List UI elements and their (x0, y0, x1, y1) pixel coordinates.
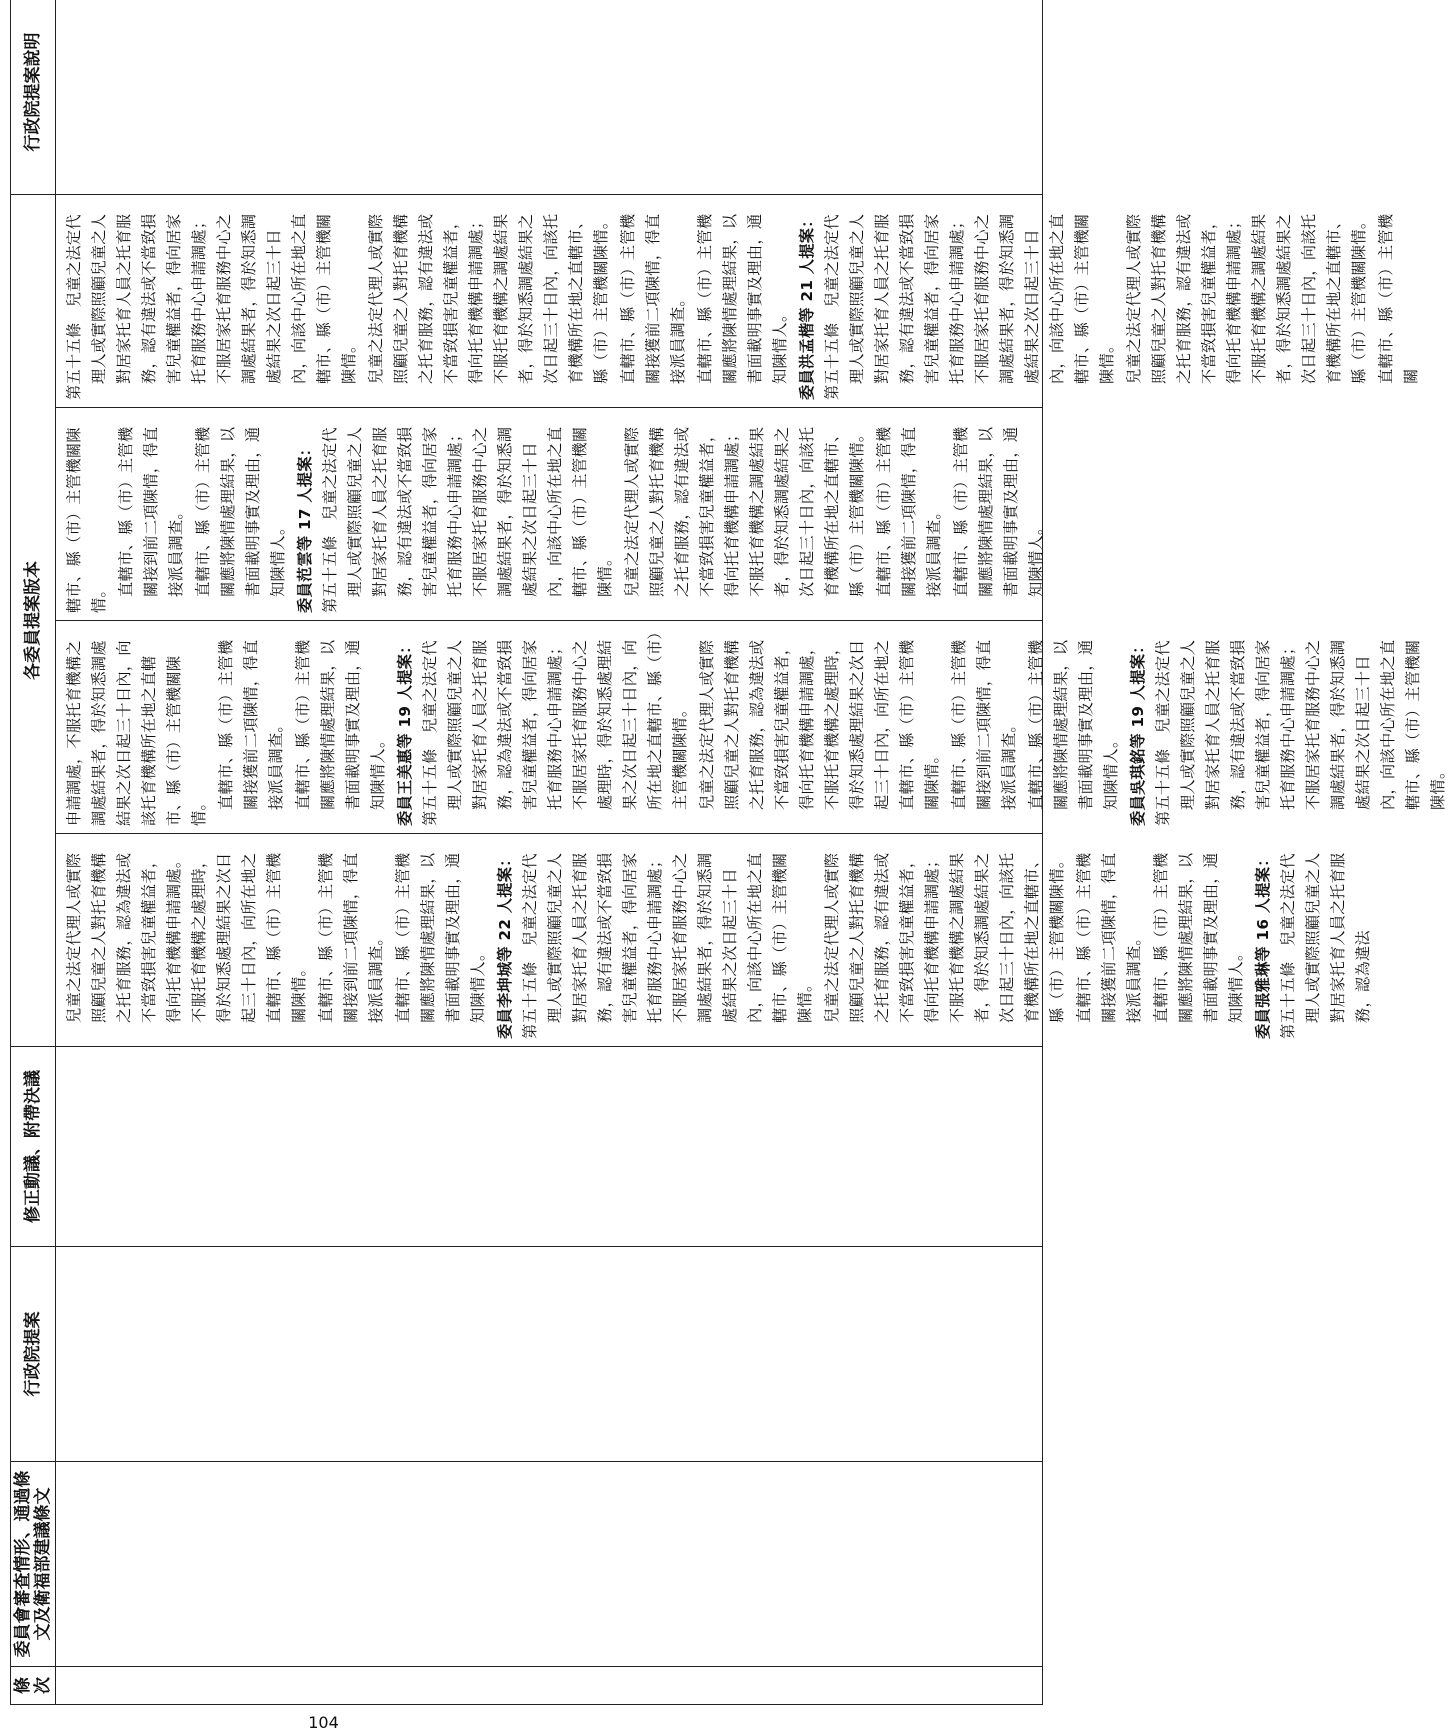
versions-subcolumn (56, 408, 1045, 621)
proposal-paragraph: 第五十五條 兒童之法定代理人或實際照顧兒童之人對居家托育人員之托育服務，認有違法或不當致損害兒童權益者，得向居家托育服務中心申請調處；不服居家托育服務中心之調處結果者，得於知悉調處結果之次日起三十日內，向該中心所在地之直轄市、縣（市）主管機關陳情。 (1154, 639, 1447, 826)
proposal-paragraph: 直轄市、縣（市）主管機關應將陳情處理結果，以書面載明事實及理由，通知陳情人。 (1152, 852, 1245, 1023)
proposal-paragraph: 申請調處，不服托育機構之調處結果者，得於知悉調處結果之次日起三十日內，向該托育機構所在地之直轄市、縣（市）主管機關陳情。 (65, 640, 208, 826)
header-article: 條次 (11, 1667, 56, 1705)
proposal-paragraph: 直轄市、縣（市）主管機關接到前二項陳情，得直接派員調查。 (950, 639, 1018, 810)
cell-amendment (56, 1047, 1043, 1247)
header-versions: 各委員提案版本 (11, 195, 56, 1047)
proposal-paragraph: 直轄市、縣（市）主管機關接獲前二項陳情，得直接派員調查。 (619, 213, 687, 384)
table-body-row (56, 0, 1043, 1705)
proposal-paragraph: 第五十五條 兒童之法定代理人或實際照顧兒童之人對居家托育人員之托育服務，認有違法或不當致損害兒童權益者，得向居家托育服務中心申請調處；不服居家托育服務中心之調處結果者，得於知悉調處結果之次日起三十日內，向該中心所在地之直轄市、縣（市）主管機關陳情。 (321, 426, 614, 613)
page-number: 104 (308, 1713, 339, 1732)
proposal-paragraph: 直轄市、縣（市）主管機關應將陳情處理結果，以書面載明事實及理由，通知陳情人。 (394, 852, 487, 1023)
proposal-heading: 委員洪孟楷等 21 人提案： (798, 212, 816, 400)
cell-article (56, 1667, 1043, 1705)
proposal-paragraph: 直轄市、縣（市）主管機關應將陳情處理結果，以書面載明事實及理由，通知陳情人。 (294, 639, 387, 810)
proposal-paragraph: 直轄市、縣（市）主管機關接獲前二項陳情，得直接派員調查。 (217, 639, 285, 810)
proposal-paragraph: 直轄市、縣（市）主管機關接獲前二項陳情，得直接派員調查。 (875, 426, 943, 597)
proposal-paragraph: 轄市、縣（市）主管機關陳情。 (65, 427, 108, 613)
proposal-paragraph: 兒童之法定代理人或實際照顧兒童之人對托育機構之托育服務，認有違法或不當致損害兒童權益者，得向托育機構申請調處；不服托育機構之調處結果者，得於知悉調處結果之次日起三十日內，向該托育機構所在地之直轄市、縣（市）主管機關陳情。 (823, 852, 1066, 1023)
table-header-row (11, 0, 56, 1705)
proposal-paragraph: 直轄市、縣（市）主管機關應將陳情處理結果，以書面載明事實及理由，通知陳情人。 (952, 426, 1045, 597)
proposal-paragraph: 直轄市、縣（市）主管機關 (1377, 213, 1420, 384)
proposal-paragraph: 兒童之法定代理人或實際照顧兒童之人對托育機構之托育服務，認為違法或不當致損害兒童權益者，得向托育機構申請調處。不服托育機構之處理時，得於知悉處理結果之次日起三十日內，向所在地之直轄市、縣（市）主管機關陳情。 (65, 852, 308, 1023)
proposal-paragraph: 直轄市、縣（市）主管機關應將陳情處理結果，以書面載明事實及理由，通知陳情人。 (194, 426, 287, 597)
versions-subcolumn (56, 834, 1372, 1046)
proposal-paragraph: 直轄市、縣（市）主管機關接到前二項陳情，得直接派員調查。 (117, 426, 185, 597)
proposal-paragraph: 第五十五條 兒童之法定代理人或實際照顧兒童之人對居家托育人員之托育服務，認有違法或不當致損害兒童權益者，得向居家托育服務中心申請調處；不服居家托育服務中心之調處結果者，得於知悉調處結果之次日起三十日內，向該中心所在地之直轄市、縣（市）主管機關陳情。 (823, 213, 1116, 400)
proposal-paragraph: 第五十五條 兒童之法定代理人或實際照顧兒童之人對居家托育人員之托育服務，認為違法或不當致損害兒童權益者，得向居家托育服務中心申請調處；不服居家托育服務中心之處理時，得於知悉處理結果之次日起三十日內，向所在地之直轄市、縣（市）主管機關陳情。 (421, 631, 689, 826)
cell-review (56, 1462, 1043, 1667)
proposal-paragraph: 兒童之法定代理人或實際照顧兒童之人對托育機構之托育服務，認有違法或不當致損害兒童權益者，得向托育機構申請調處；不服托育機構之調處結果者，得於知悉調處結果之次日起三十日內，向該托育機構所在地之直轄市、縣（市）主管機關陳情。 (1125, 213, 1368, 384)
cell-versions (56, 195, 1447, 1047)
cell-exec-bill (56, 1247, 1043, 1462)
header-exec-bill: 行政院提案 (11, 1247, 56, 1462)
proposal-heading: 委員張雅琳等 16 人提案： (1254, 851, 1272, 1039)
proposal-heading: 委員王美惠等 19 人提案： (396, 638, 414, 826)
header-exec-note: 行政院提案說明 (11, 0, 56, 195)
proposal-paragraph: 直轄市、縣（市）主管機關接獲前二項陳情，得直接派員調查。 (1075, 852, 1143, 1023)
versions-subcolumn (56, 621, 1447, 834)
proposal-paragraph: 第五十五條 兒童之法定代理人或實際照顧兒童之人對居家托育人員之托育服務，認有違法或不當致損害兒童權益者，得向居家托育服務中心申請調處；不服居家托育服務中心之調處結果者，得於知悉調處結果之次日起三十日內，向該中心所在地之直轄市、縣（市）主管機關陳情。 (521, 852, 814, 1039)
comparison-table (10, 0, 1447, 1705)
versions-columns (56, 195, 1447, 1046)
proposal-heading: 委員范雲等 17 人提案： (296, 440, 314, 613)
header-amendment: 修正動議、附帶決議 (11, 1047, 56, 1247)
proposal-paragraph: 直轄市、縣（市）主管機關應將陳情處理結果，以書面載明事實及理由，通知陳情人。 (696, 213, 789, 384)
proposal-paragraph: 兒童之法定代理人或實際照顧兒童之人對托育機構之托育服務，認為違法或不當致損害兒童權益者，得向托育機構申請調處，不服托育機構之處理時，得於知悉處理結果之次日起三十日內，向所在地之直轄市、縣（市）主管機關陳情。 (698, 639, 941, 810)
proposal-paragraph: 第五十五條 兒童之法定代理人或實際照顧兒童之人對居家托育人員之托育服務，認有違法或不當致損害兒童權益者，得向居家托育服務中心申請調處；不服居家托育服務中心之調處結果者，得於知悉調處結果之次日起三十日內，向該中心所在地之直轄市、縣（市）主管機關陳情。 (65, 213, 358, 400)
proposal-paragraph: 直轄市、縣（市）主管機關應將陳情處理結果，以書面載明事實及理由，通知陳情人。 (1027, 639, 1120, 810)
proposal-paragraph: 直轄市、縣（市）主管機關接到前二項陳情，得直接派員調查。 (317, 852, 385, 1023)
cell-exec-note (56, 0, 1043, 195)
proposal-paragraph: 兒童之法定代理人或實際照顧兒童之人對托育機構之托育服務，認有違法或不當致損害兒童權益者，得向托育機構申請調處；不服托育機構之調處結果者，得於知悉調處結果之次日起三十日內，向該托育機構所在地之直轄市、縣（市）主管機關陳情。 (367, 213, 610, 384)
proposal-heading: 委員吳琪銘等 19 人提案： (1129, 638, 1147, 826)
proposal-paragraph: 第五十五條 兒童之法定代理人或實際照顧兒童之人對居家托育人員之托育服務，認為違法 (1279, 852, 1372, 1039)
proposal-paragraph: 兒童之法定代理人或實際照顧兒童之人對托育機構之托育服務，認有違法或不當致損害兒童權益者，得向托育機構申請調處；不服托育機構之調處結果者，得於知悉調處結果之次日起三十日內，向該托育機構所在地之直轄市、縣（市）主管機關陳情。 (623, 426, 866, 597)
header-review: 委員會審查情形、通過條文及衛福部建議條文 (11, 1462, 56, 1667)
proposal-heading: 委員李坤城等 22 人提案： (496, 851, 514, 1039)
versions-subcolumn (56, 195, 1420, 408)
